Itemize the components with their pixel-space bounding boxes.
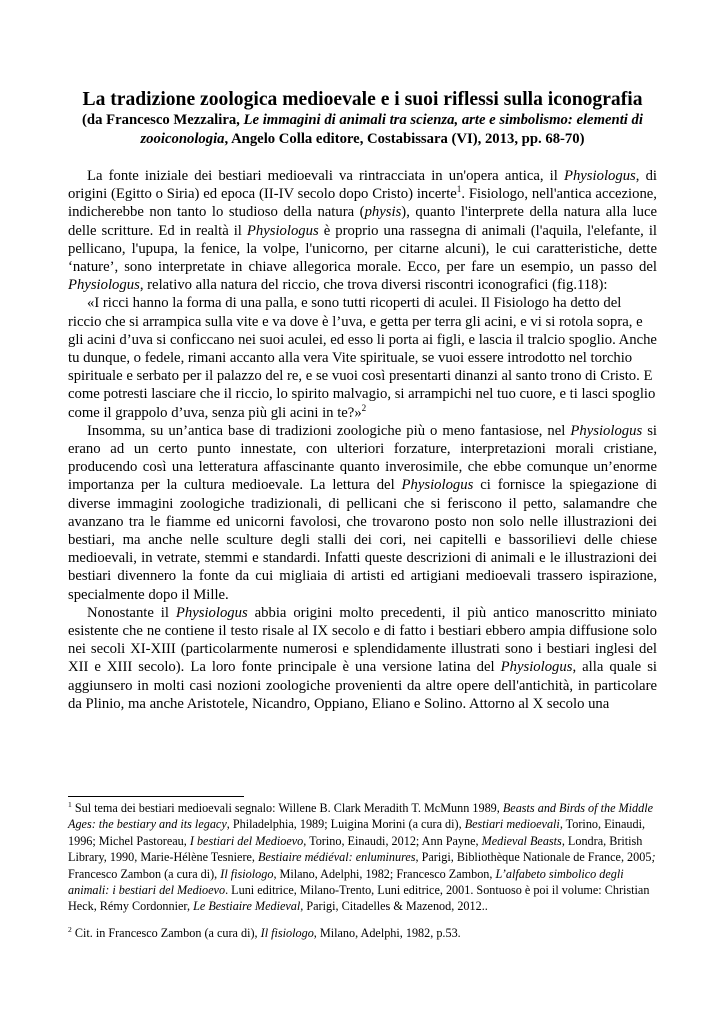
body-text — [68, 167, 657, 713]
footnote-separator — [68, 796, 244, 797]
footnote-2-number: 2 — [68, 924, 72, 934]
paragraph-3: Nonostante il Physiologus abbia origini molto precedenti, il più antico manoscritto miniato esistente che ne contiene il testo risale al IX secolo e di fatto i bestiari ebbero ampia diffusione solo nei secoli XI-XIII (particolarmente numerosi e splendidamente illustrati sono i bestiari inglesi del XII e XIII secolo). La loro fonte principale è una versione latina del Physiologus, alla quale si aggiunsero in molti casi nozioni zoologiche provenienti da altre opere dell'antichità, in particolare da Plinio, ma anche Aristotele, Nicandro, Oppiano, Eliano e Solino. Attorno al X secolo una — [68, 604, 658, 712]
footnote-ref-1[interactable]: 1 — [456, 184, 462, 195]
page-title: La tradizione zoologica medioevale e i suoi riflessi sulla iconografia — [82, 89, 643, 110]
paragraph-1: La fonte iniziale dei bestiari medioevali va rintracciata in un'opera antica, il Physiologus, di origini (Egitto o Siria) ed epoca (II-IV secolo dopo Cristo) incerte$^1$. Fisiologo, nell'antica accezione, indicherebbe non tanto lo studioso della natura (physis), quanto l'interprete della natura alla luce delle scritture. Ed in realtà il Physiologus è proprio una rassegna di animali (l'aquila, l'elefante, il pellicano, l'upupa, la fenice, la volpe, l'unicorno, per citarne alcuni), le cui caratteristiche, dette ‘nature’, sono interpretate in chiave allegorica morale. Ecco, per fare un esempio, un passo del Physiologus, relativo alla natura del riccio, che trova diversi riscontri iconografici (fig.118): — [68, 168, 657, 294]
footnote-2: $^2$ Cit. in Francesco Zambon (a cura di), Il fisiologo, Milano, Adelphi, 1982, p.53. — [68, 924, 461, 940]
citation-book-title: Le immagini di animali tra scienza, arte e simbolismo: elementi di zooiconologia — [140, 112, 643, 147]
quotation: «I ricci hanno la forma di una palla, e sono tutti ricoperti di aculei. Il Fisiologo ha detto del riccio che si arrampica sulla vite e va dove è l’uva, e getta per terra gli acini, e vi si rotola sopra, e gli acini d’uva si conficcano nei suoi aculei, ed esso li porta ai figli, e lascia il tralcio spoglio. Anche tu dunque, o fedele, rimani accanto alla vera Vite spirituale, se vuoi essere introdotto nel torchio spirituale e serbato per il palazzo del re, e se vuoi così presentarti dinanzi al santo trono di Cristo. E come potresti lasciare che il riccio, lo spirito malvagio, si arrampichi nel tuo cuore, e ti lasci spoglio come il grappolo d’uva, senza più gli acini in te?»$^2$ — [68, 295, 657, 421]
footnote-ref-2[interactable]: 2 — [361, 402, 367, 413]
footnote-1-number: 1 — [68, 799, 72, 809]
citation-publisher: , Angelo Colla editore, Costabissara (VI), 2013, pp. 68-70) — [224, 130, 585, 147]
source-citation — [68, 111, 657, 148]
paragraph-2: Insomma, su un’antica base di tradizioni zoologiche più o meno fantasiose, nel Physiologus si erano ad un certo punto innestate, con ulteriori forzature, interpretazioni morali cristiane, producendo così una letteratura affascinante quanto inverosimile, che ebbe comunque un’enorme importanza per la cultura medioevale. La lettura del Physiologus ci fornisce la spiegazione di diverse immagini zoologiche tradizionali, di pellicani che si feriscono il petto, salamandre che avanzano tra le fiamme ed unicorni favolosi, che trovarono posto non solo nelle illustrazioni dei bestiari, ma anche nelle sculture degli stalli dei cori, nei capitelli e bassorilievi delle chiese medioevali, in vetrate, stemmi e standardi. Infatti queste descrizioni di animali e le illustrazioni dei bestiari divennero la fonte da cui migliaia di artisti ed artigiani medioevali trassero ispirazione, specialmente dopo il Mille. — [68, 422, 658, 603]
citation-author: (da Francesco Mezzalira, — [82, 112, 244, 128]
footnote-1: $^1$ Sul tema dei bestiari medioevali segnalo: Willene B. Clark Meradith T. McMunn 1989, Beasts and Birds of the Middle Ages: the bestiary and its legacy, Philadelphia, 1989; Luigina Morini (a cura di), Bestiari medioevali, Torino, Einaudi, 1996; Michel Pastoreau, I bestiari del Medioevo, Torino, Einaudi, 2012; Ann Payne, Medieval Beasts, Londra, British Library, 1990, Marie-Hélène Tesniere, Bestiaire médiéval: enluminures, Parigi, Bibliothèque Nationale de France, 2005; Francesco Zambon (a cura di), Il fisiologo, Milano, Adelphi, 1982; Francesco Zambon, L’alfabeto simbolico degli animali: i bestiari del Medioevo. Luni editrice, Milano-Trento, Luni editrice, 2001. Sontuoso è poi il volume: Christian Heck, Rémy Cordonnier, Le Bestiaire Medieval, Parigi, Citadelles & Mazenod, 2012.. — [68, 799, 656, 914]
